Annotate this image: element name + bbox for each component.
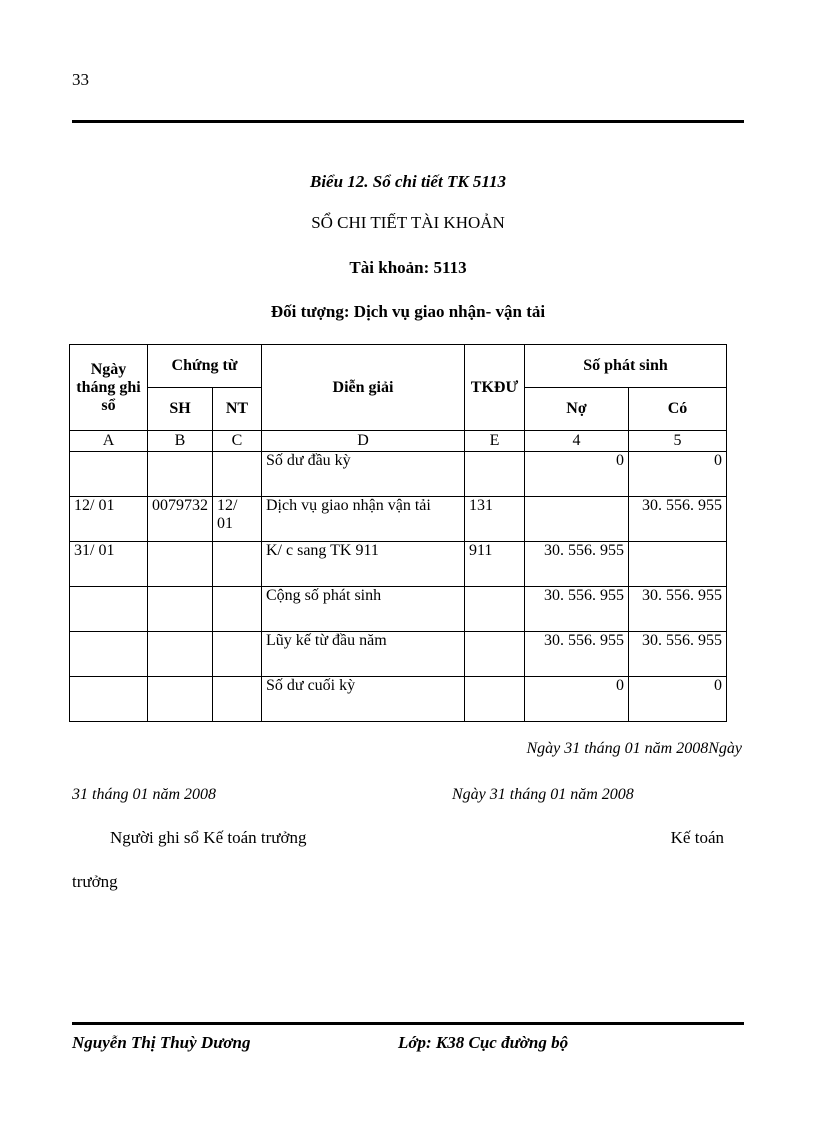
- cell-debit: 0: [525, 452, 629, 497]
- table-row: [70, 452, 727, 497]
- signature-label-right-continued: trưởng: [72, 872, 118, 891]
- cell-debit: 0: [525, 677, 629, 722]
- signature-label-left: Người ghi sổ Kế toán trưởng: [110, 828, 307, 847]
- header-voucher: Chứng từ: [148, 345, 262, 388]
- cell-sh: [148, 677, 213, 722]
- cell-credit: 0: [629, 677, 727, 722]
- cell-debit: 30. 556. 955: [525, 542, 629, 587]
- table-row: [70, 677, 727, 722]
- cell-nt: [213, 542, 262, 587]
- table-row: [70, 632, 727, 677]
- letter-cell: 5: [629, 431, 727, 452]
- letter-cell: C: [213, 431, 262, 452]
- letter-cell: B: [148, 431, 213, 452]
- header-nt: NT: [213, 388, 262, 431]
- signature-date-left: 31 tháng 01 năm 2008: [72, 786, 216, 803]
- header-sh: SH: [148, 388, 213, 431]
- object-line: Đối tượng: Dịch vụ giao nhận- vận tải: [270, 302, 546, 321]
- table-row: [70, 497, 727, 542]
- page-title: SỔ CHI TIẾT TÀI KHOẢN: [311, 213, 505, 232]
- cell-sh: 0079732: [148, 497, 213, 542]
- cell-description: Cộng số phát sinh: [262, 587, 465, 632]
- cell-nt: [213, 587, 262, 632]
- cell-description: Số dư đầu kỳ: [262, 452, 465, 497]
- cell-debit: [525, 497, 629, 542]
- cell-credit: 30. 556. 955: [629, 632, 727, 677]
- cell-date: [70, 632, 148, 677]
- header-credit: Có: [629, 388, 727, 431]
- header-debit: Nợ: [525, 388, 629, 431]
- signature-label-right: Kế toán: [670, 828, 724, 847]
- cell-date: [70, 587, 148, 632]
- letter-cell: 4: [525, 431, 629, 452]
- account-line: Tài khoản: 5113: [349, 258, 467, 277]
- header-arising: Số phát sinh: [525, 345, 727, 388]
- table-row: [70, 587, 727, 632]
- cell-date: 31/ 01: [70, 542, 148, 587]
- cell-description: Lũy kế từ đầu năm: [262, 632, 465, 677]
- cell-tkdu: [465, 587, 525, 632]
- ledger-table: [69, 344, 727, 722]
- cell-nt: 12/ 01: [213, 497, 262, 542]
- signature-date-middle: Ngày 31 tháng 01 năm 2008: [452, 786, 634, 803]
- cell-description: K/ c sang TK 911: [262, 542, 465, 587]
- header-rule: [72, 120, 744, 123]
- cell-tkdu: [465, 677, 525, 722]
- letter-cell: A: [70, 431, 148, 452]
- cell-date: [70, 677, 148, 722]
- cell-credit: 30. 556. 955: [629, 587, 727, 632]
- letter-row: [70, 431, 727, 452]
- cell-debit: 30. 556. 955: [525, 632, 629, 677]
- letter-cell: E: [465, 431, 525, 452]
- cell-date: [70, 452, 148, 497]
- table-row: [70, 542, 727, 587]
- cell-description: Số dư cuối kỳ: [262, 677, 465, 722]
- footer-class: Lớp: K38 Cục đường bộ: [398, 1033, 569, 1052]
- cell-credit: 0: [629, 452, 727, 497]
- cell-tkdu: 911: [465, 542, 525, 587]
- signature-date-right: Ngày 31 tháng 01 năm 2008Ngày: [526, 740, 742, 757]
- cell-tkdu: 131: [465, 497, 525, 542]
- letter-cell: D: [262, 431, 465, 452]
- header-tkdu: TKĐƯ: [465, 345, 525, 431]
- cell-sh: [148, 542, 213, 587]
- cell-nt: [213, 452, 262, 497]
- cell-credit: [629, 542, 727, 587]
- cell-tkdu: [465, 452, 525, 497]
- header-date: Ngày tháng ghi sổ: [70, 345, 148, 431]
- footer-rule: [72, 1022, 744, 1025]
- cell-debit: 30. 556. 955: [525, 587, 629, 632]
- cell-nt: [213, 677, 262, 722]
- cell-date: 12/ 01: [70, 497, 148, 542]
- page-number: 33: [72, 70, 89, 89]
- header-description: Diễn giải: [262, 345, 465, 431]
- cell-sh: [148, 452, 213, 497]
- cell-description: Dịch vụ giao nhận vận tải: [262, 497, 465, 542]
- cell-sh: [148, 587, 213, 632]
- cell-nt: [213, 632, 262, 677]
- cell-sh: [148, 632, 213, 677]
- header-row-1: [70, 345, 727, 388]
- cell-credit: 30. 556. 955: [629, 497, 727, 542]
- footer-author: Nguyễn Thị Thuỳ Dương: [72, 1033, 251, 1052]
- caption: Biểu 12. Sổ chi tiết TK 5113: [310, 172, 506, 191]
- cell-tkdu: [465, 632, 525, 677]
